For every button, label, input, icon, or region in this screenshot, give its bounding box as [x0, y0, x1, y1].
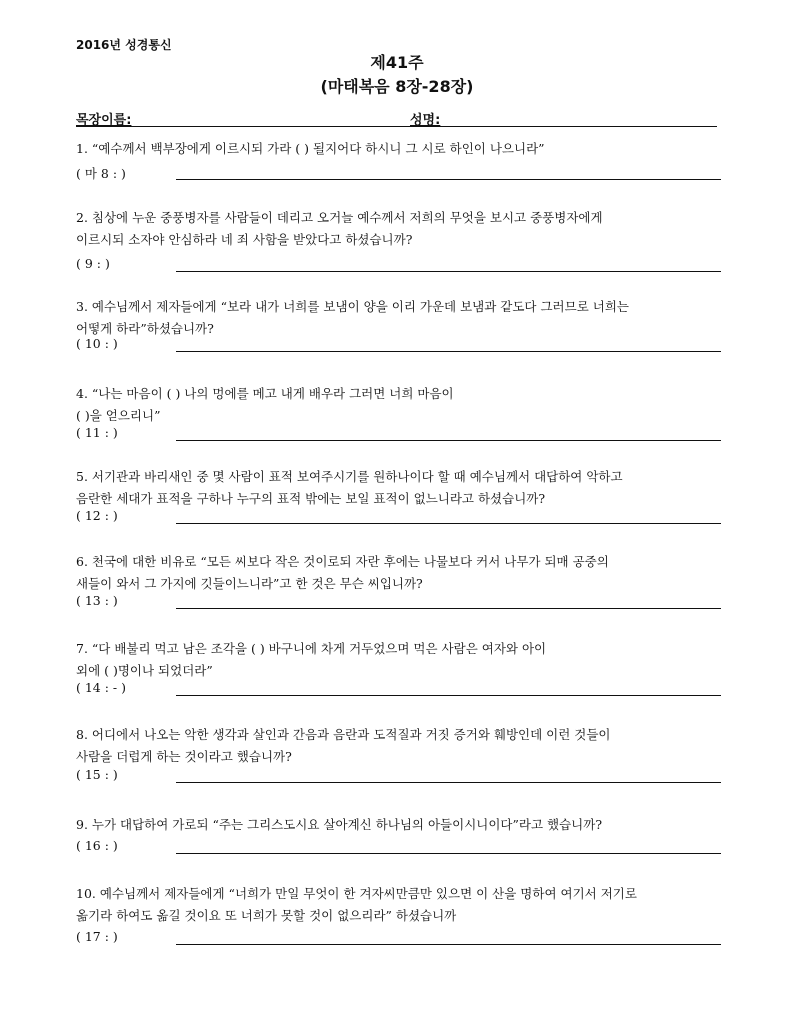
church-label: 목장이름: — [76, 113, 132, 128]
question-text: 10. 예수님께서 제자들에게 “너희가 만일 무엇이 한 겨자씨만큼만 있으면 이 산을 명하여 여기서 저기로 — [76, 886, 637, 901]
page-title: 제41주 — [370, 53, 424, 72]
question-6 — [76, 551, 721, 595]
answer-line[interactable] — [176, 695, 721, 696]
question-3 — [76, 296, 721, 340]
answer-line[interactable] — [176, 608, 721, 609]
verse-reference: ( 10 : ) — [76, 336, 118, 351]
question-text: 2. 침상에 누운 중풍병자를 사람들이 데리고 오거늘 예수께서 저희의 무엇을 보시고 중풍병자에게 — [76, 210, 603, 225]
name-label: 성명: — [410, 113, 441, 128]
question-text: 9. 누가 대답하여 가로되 “주는 그리스도시요 살아계신 하나님의 아들이시니이다”라고 했습니까? — [76, 817, 603, 832]
name-field-line[interactable] — [76, 126, 717, 127]
answer-line[interactable] — [176, 782, 721, 783]
answer-row-4 — [76, 425, 721, 445]
question-text: 사람을 더럽게 하는 것이라고 했습니까? — [76, 749, 292, 764]
question-text: 외에 ( )명이나 되었더라” — [76, 663, 213, 678]
verse-reference: ( 17 : ) — [76, 929, 118, 944]
answer-row-5 — [76, 508, 721, 528]
question-10 — [76, 883, 721, 927]
answer-row-2 — [76, 256, 721, 276]
answer-line[interactable] — [176, 351, 721, 352]
answer-line[interactable] — [176, 944, 721, 945]
answer-row-3 — [76, 336, 721, 356]
question-1 — [76, 138, 721, 160]
answer-row-7 — [76, 680, 721, 700]
verse-reference: ( 11 : ) — [76, 425, 118, 440]
answer-line[interactable] — [176, 179, 721, 180]
question-text: 6. 천국에 대한 비유로 “모든 씨보다 작은 것이로되 자란 후에는 나물보다 커서 나무가 되매 공중의 — [76, 554, 609, 569]
verse-reference: ( 13 : ) — [76, 593, 118, 608]
verse-reference: ( 15 : ) — [76, 767, 118, 782]
question-8 — [76, 724, 721, 768]
verse-reference: ( 마 8 : ) — [76, 166, 126, 181]
question-5 — [76, 466, 721, 510]
question-text: 7. “다 배불리 먹고 남은 조각을 ( ) 바구니에 차게 거두었으며 먹은 사람은 여자와 아이 — [76, 641, 547, 656]
answer-row-10 — [76, 929, 721, 949]
page-subtitle: (마태복음 8장-28장) — [320, 77, 474, 96]
question-2 — [76, 207, 721, 251]
question-text: 음란한 세대가 표적을 구하나 누구의 표적 밖에는 보일 표적이 없느니라고 하셨습니까? — [76, 491, 546, 506]
verse-reference: ( 14 : - ) — [76, 680, 126, 695]
answer-row-9 — [76, 838, 721, 858]
question-4 — [76, 383, 721, 427]
answer-line[interactable] — [176, 440, 721, 441]
question-text: 옮기라 하여도 옮길 것이요 또 너희가 못할 것이 없으리라” 하셨습니까 — [76, 908, 457, 923]
question-text: 어떻게 하라”하셨습니까? — [76, 321, 214, 336]
answer-row-6 — [76, 593, 721, 613]
verse-reference: ( 12 : ) — [76, 508, 118, 523]
question-text: 새들이 와서 그 가지에 깃들이느니라”고 한 것은 무슨 씨입니까? — [76, 576, 423, 591]
header-label: 2016년 성경통신 — [76, 38, 172, 52]
question-text: 8. 어디에서 나오는 악한 생각과 살인과 간음과 음란과 도적질과 거짓 증거와 훼방인데 이런 것들이 — [76, 727, 611, 742]
question-7 — [76, 638, 721, 682]
question-text: ( )을 얻으리니” — [76, 408, 161, 423]
question-text: 1. “예수께서 백부장에게 이르시되 가라 ( ) 될지어다 하시니 그 시로 하인이 나으니라” — [76, 141, 545, 156]
answer-row-8 — [76, 767, 721, 787]
question-text: 이르시되 소자야 안심하라 네 죄 사함을 받았다고 하셨습니까? — [76, 232, 413, 247]
question-text: 3. 예수님께서 제자들에게 “보라 내가 너희를 보냄이 양을 이리 가운데 보냄과 같도다 그러므로 너희는 — [76, 299, 629, 314]
answer-line[interactable] — [176, 271, 721, 272]
verse-reference: ( 16 : ) — [76, 838, 118, 853]
question-text: 5. 서기관과 바리새인 중 몇 사람이 표적 보여주시기를 원하나이다 할 때 예수님께서 대답하여 악하고 — [76, 469, 623, 484]
question-text: 4. “나는 마음이 ( ) 나의 멍에를 메고 내게 배우라 그러면 너희 마음이 — [76, 386, 454, 401]
answer-line[interactable] — [176, 523, 721, 524]
answer-row-1 — [76, 164, 721, 184]
question-9 — [76, 814, 721, 836]
verse-reference: ( 9 : ) — [76, 256, 110, 271]
answer-line[interactable] — [176, 853, 721, 854]
